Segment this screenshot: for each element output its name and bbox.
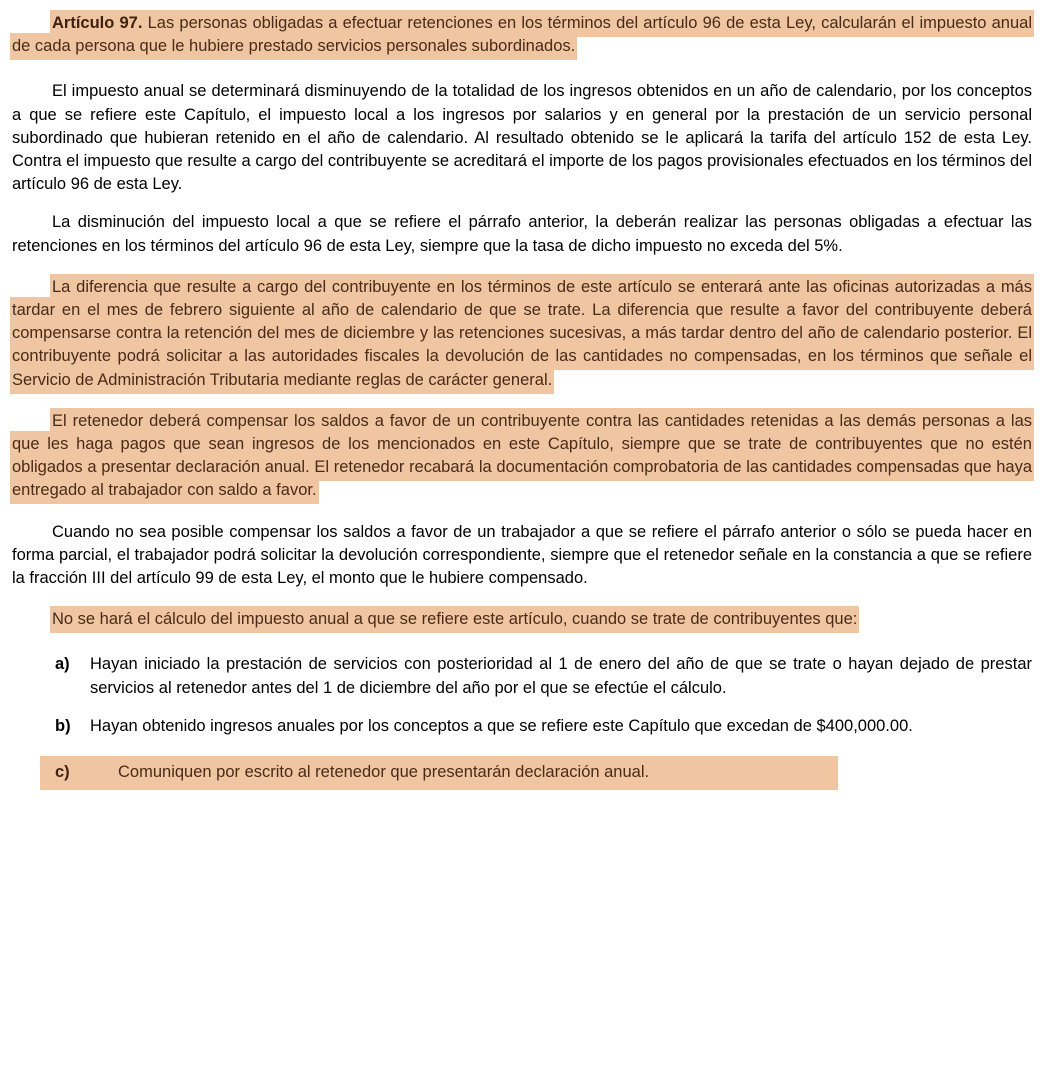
list-item [12, 653, 1032, 699]
gap-1 [0, 58, 1044, 80]
gap-5 [0, 503, 1044, 521]
paragraph-text: El impuesto anual se determinará disminuyendo de la totalidad de los ingresos obtenidos en un año de calendario, por los conceptos a que se refiere este Capítulo, el impuesto local a los ingresos por salarios y en general por la prestación de un servicio personal subordinado que hubieran retenido en el año de calendario. Al resultado obtenido se le aplicará la tarifa del artículo 152 de esta Ley. Contra el impuesto que resulte a cargo del contribuyente se acreditará el importe de los pagos provisionales efectuados en los términos del artículo 96 de esta Ley. [12, 82, 1032, 194]
gap-4 [0, 392, 1044, 410]
paragraph-text: No se hará el cálculo del impuesto anual a que se refiere este artículo, cuando se trate de contribuyentes que: [52, 608, 857, 631]
paragraph-text: La disminución del impuesto local a que se refiere el párrafo anterior, la deberán realizar las personas obligadas a efectuar las retenciones en los términos del artículo 96 de esta Ley, siempre que la tasa de dicho impuesto no exceda del 5%. [12, 213, 1032, 255]
list-item-marker: b) [55, 716, 71, 735]
paragraph-cuando-no-sea-posible [0, 521, 1044, 591]
list-item [12, 715, 1032, 738]
gap-6 [0, 590, 1044, 608]
paragraph-retenedor-compensar [0, 410, 1044, 503]
list-item-marker: a) [55, 655, 70, 674]
paragraph-text: Las personas obligadas a efectuar retenciones en los términos del artículo 96 de esta Ley, calcularán el impuesto anual de cada persona que le hubiere prestado servicios personales subordinados. [12, 14, 1032, 56]
list-item-text: Hayan obtenido ingresos anuales por los conceptos a que se refiere este Capítulo que excedan de $400,000.00. [90, 716, 913, 735]
paragraph-text: Cuando no sea posible compensar los saldos a favor de un trabajador a que se refiere el párrafo anterior o sólo se pueda hacer en forma parcial, el trabajador podrá solicitar la devolución correspondiente, siempre que el retenedor señale en la constancia a que se refiere la fracción III del artículo 99 de esta Ley, el monto que le hubiere compensado. [12, 522, 1032, 588]
paragraph-text: La diferencia que resulte a cargo del contribuyente en los términos de este artículo se enterará ante las oficinas autorizadas a más tardar en el mes de febrero siguiente al año de calendario de que se trate. La diferencia que resulte a favor del contribuyente deberá compensarse contra la retención del mes de diciembre y las retenciones sucesivas, a más tardar dentro del año de calendario posterior. El contribuyente podrá solicitar a las autoridades fiscales la devolución de las cantidades no compensadas, en los términos que señale el Servicio de Administración Tributaria mediante reglas de carácter general. [12, 276, 1032, 392]
gap-2 [0, 196, 1044, 211]
gap-list-a-b [12, 700, 1032, 715]
gap-7 [0, 631, 1044, 653]
paragraph-diferencia-cargo [0, 276, 1044, 392]
list-item-highlighted [40, 756, 838, 790]
paragraph-impuesto-anual [0, 80, 1044, 196]
list-item-text: Hayan iniciado la prestación de servicios con posterioridad al 1 de enero del año de que se trate o hayan dejado de prestar servicios al retenedor antes del 1 de diciembre del año por el que se efectúe el cálculo. [90, 655, 1032, 697]
paragraph-article-97 [0, 12, 1044, 58]
gap-3 [0, 258, 1044, 276]
paragraph-no-se-hara-calculo [0, 608, 1044, 631]
top-spacer [0, 0, 1044, 12]
list-item-text: Comuniquen por escrito al retenedor que presentarán declaración anual. [118, 763, 650, 782]
list-item-marker: c) [55, 763, 70, 782]
paragraph-text: El retenedor deberá compensar los saldos a favor de un contribuyente contra las cantidades retenidas a las demás personas a las que les haga pagos que sean ingresos de los mencionados en este Capítulo, siempre que se trate de contribuyentes que no estén obligados a presentar declaración anual. El retenedor recabará la documentación comprobatoria de las cantidades compensadas que haya entregado al trabajador con saldo a favor. [12, 410, 1032, 503]
article-label: Artículo 97. [52, 14, 143, 32]
gap-list-b-c [12, 738, 1032, 756]
lettered-list [0, 653, 1044, 790]
paragraph-disminucion-impuesto-local [0, 211, 1044, 257]
